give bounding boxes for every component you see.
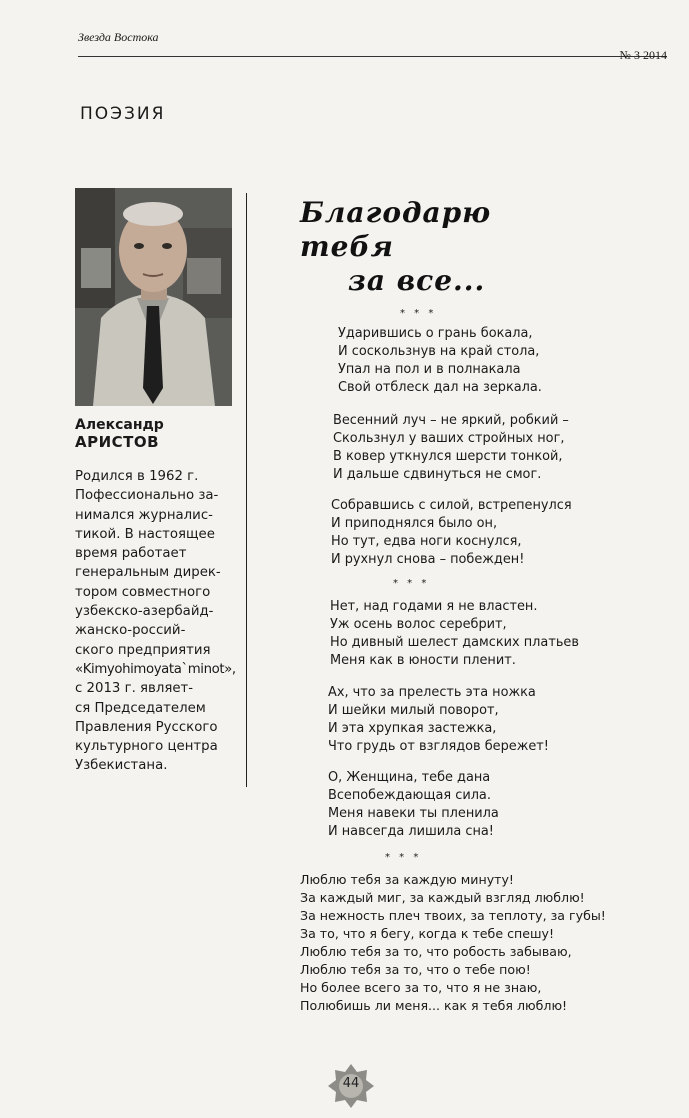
bio-line: жанско-россий- (75, 623, 186, 639)
poem-1-stanza-3 (331, 497, 572, 569)
journal-name: Звезда Востока (78, 30, 159, 44)
poem-line: За то, что я бегу, когда к тебе спешу! (300, 926, 554, 941)
poem-2-stanza-3 (328, 769, 499, 841)
poem-line: И соскользнув на край стола, (338, 344, 540, 359)
poem-line: И шейки милый поворот, (328, 703, 499, 718)
poem-line: Люблю тебя за то, что о тебе пою! (300, 962, 531, 977)
poem-line: Но более всего за то, что я не знаю, (300, 980, 542, 995)
author-last-name: АРИСТОВ (75, 433, 160, 451)
poem-line: Ударившись о грань бокала, (338, 326, 533, 341)
poem-line: Всепобеждающая сила. (328, 788, 491, 803)
stanza-separator: * * * (385, 852, 422, 863)
poem-line: О, Женщина, тебе дана (328, 770, 491, 785)
bio-line: Правления Русского (75, 719, 218, 735)
author-first-name: Александр (75, 417, 164, 433)
poem-line: В ковер уткнулся шерсти тонкой, (333, 449, 563, 464)
bio-line: нимался журналис- (75, 507, 213, 523)
bio-line: с 2013 г. являет- (75, 681, 194, 697)
poem-line: Полюбишь ли меня... как я тебя люблю! (300, 998, 568, 1013)
bio-line: тикой. В настоящее (75, 526, 215, 542)
bio-line: Родился в 1962 г. (75, 469, 199, 484)
bio-line: Узбекистана. (75, 758, 168, 774)
stanza-separator: * * * (400, 308, 437, 319)
column-divider (246, 193, 247, 787)
bio-line: генеральным дирек- (75, 565, 221, 581)
poem-line: Люблю тебя за то, что робость забываю, (300, 944, 572, 959)
poem-line: Весенний луч – не яркий, робкий – (333, 413, 569, 428)
section-title: ПОЭЗИЯ (80, 104, 166, 124)
bio-line: ся Председателем (75, 700, 206, 716)
poem-line: И эта хрупкая застежка, (328, 721, 497, 736)
poem-title (300, 196, 590, 298)
bio-line: узбекско-азербайд- (75, 604, 214, 620)
bio-line: тором совместного (75, 584, 211, 600)
stanza-separator: * * * (393, 578, 430, 589)
page-header (78, 30, 667, 62)
poem-line: Ах, что за прелесть эта ножка (328, 685, 536, 700)
bio-line: Пофессионально за- (75, 488, 219, 504)
poem-line: Нет, над годами я не властен. (330, 599, 538, 614)
page-number: 44 (342, 1076, 360, 1091)
poem-1-stanza-1 (338, 325, 542, 397)
poem-line: И приподнялся было он, (331, 516, 498, 531)
issue-number: № 3 2014 (619, 48, 667, 62)
author-portrait-image (75, 188, 232, 406)
poem-line: Свой отблеск дал на зеркала. (338, 380, 542, 395)
poem-title-line2: за все... (348, 264, 486, 297)
bio-line: время работает (75, 546, 187, 562)
poem-1-stanza-2 (333, 412, 569, 484)
poem-line: За нежность плеч твоих, за теплоту, за губы! (300, 908, 606, 923)
author-bio (75, 467, 245, 776)
poem-2-stanza-2 (328, 684, 549, 756)
poem-line: Люблю тебя за каждую минуту! (300, 872, 514, 887)
poem-line: Скользнул у ваших стройных ног, (333, 431, 565, 446)
poem-line: И рухнул снова – побежден! (331, 552, 525, 567)
poem-line: За каждый миг, за каждый взгляд люблю! (300, 890, 585, 905)
poem-line: Собравшись с силой, встрепенулся (331, 498, 572, 513)
poem-line: Уж осень волос серебрит, (330, 617, 507, 632)
bio-line: «Kimyohimoyata`minot», (75, 661, 236, 677)
poem-title-line1: Благодарю тебя (300, 196, 492, 263)
bio-line: культурного центра (75, 739, 218, 755)
bio-line: ского предприятия (75, 642, 211, 658)
page-number-badge (326, 1063, 376, 1109)
poem-line: Упал на пол и в полнакала (338, 362, 521, 377)
poem-line: Меня как в юности пленит. (330, 653, 516, 668)
poem-line: И дальше сдвинуться не смог. (333, 467, 542, 482)
poem-line: Что грудь от взглядов бережет! (328, 739, 549, 754)
poem-line: И навсегда лишила сна! (328, 824, 494, 839)
poem-2-stanza-1 (330, 598, 579, 670)
poem-line: Но дивный шелест дамских платьев (330, 635, 579, 650)
author-photo (75, 188, 232, 406)
poem-3 (300, 871, 606, 1015)
poem-line: Но тут, едва ноги коснулся, (331, 534, 522, 549)
poem-line: Меня навеки ты пленила (328, 806, 499, 821)
